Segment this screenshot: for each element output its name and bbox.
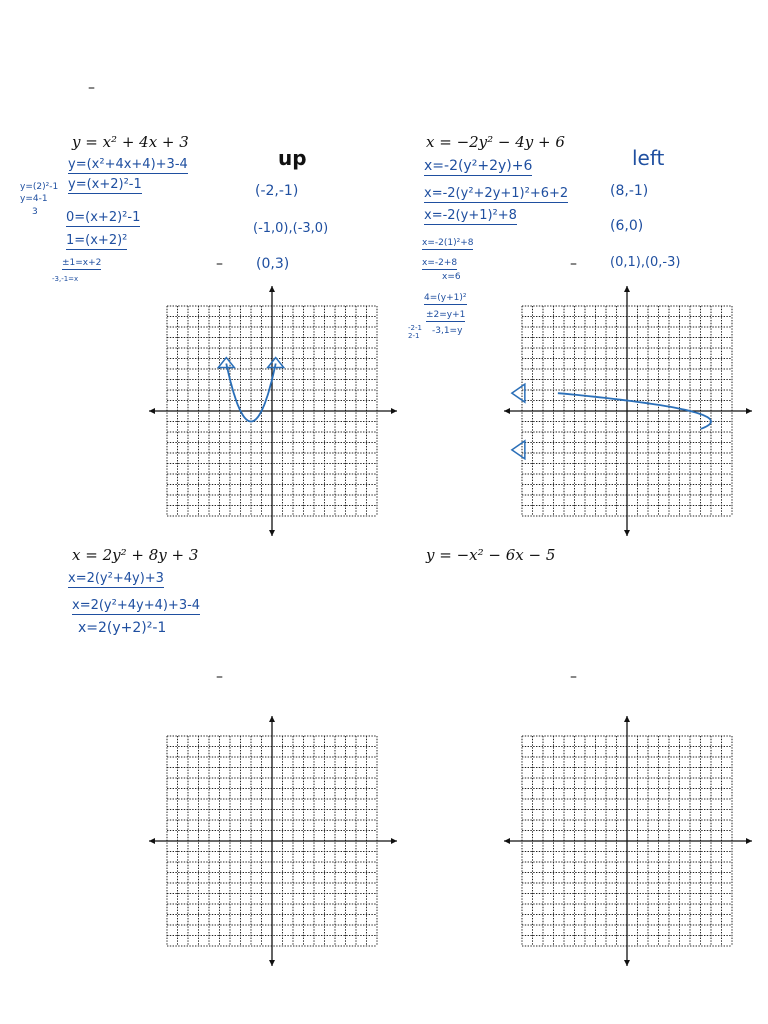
- y-axis-arrow-down: [269, 530, 275, 536]
- problem-1-step-3: 0=(x+2)²-1: [66, 210, 141, 225]
- problem-3-step-1: x=2(y²+4y)+3: [68, 571, 164, 586]
- y-axis-arrow-up: [624, 286, 630, 292]
- problem-2-step-8: ±2=y+1: [426, 310, 466, 320]
- x-axis-arrow-right: [391, 408, 397, 414]
- y-axis-arrow-up: [624, 716, 630, 722]
- problem-2-side-note-2: 2-1: [408, 332, 420, 340]
- problem-2-side-note-1: -2-1: [408, 324, 422, 332]
- y-axis-arrow-down: [624, 530, 630, 536]
- problem-3-step-2: x=2(y²+4y+4)+3-4: [72, 598, 201, 613]
- x-axis-arrow-left: [504, 838, 510, 844]
- x-axis-arrow-left: [504, 408, 510, 414]
- x-axis-arrow-right: [746, 838, 752, 844]
- problem-2-equation: x = −2y² − 4y + 6: [426, 133, 565, 151]
- problem-2-y-intercepts: (0,1),(0,-3): [610, 255, 681, 270]
- problem-1-vertex: (-2,-1): [255, 183, 299, 199]
- problem-1-step-2: y=(x+2)²-1: [68, 177, 142, 192]
- problem-4-graph: [500, 710, 760, 980]
- stray-dash: –: [88, 80, 95, 96]
- problem-3-step-3: x=2(y+2)²-1: [78, 620, 167, 636]
- x-axis-arrow-right: [391, 838, 397, 844]
- problem-1-side-note-2: y=4-1: [20, 194, 48, 204]
- problem-3-graph: [145, 710, 405, 980]
- problem-4-dash: –: [570, 669, 577, 685]
- problem-2-step-2: x=-2(y²+2y+1)²+6+2: [424, 186, 569, 201]
- problem-4-equation: y = −x² − 6x − 5: [426, 546, 556, 564]
- problem-1-y-intercept: (0,3): [256, 256, 290, 272]
- problem-2-step-3: x=-2(y+1)²+8: [424, 208, 517, 223]
- problem-2-x-intercept: (6,0): [610, 218, 644, 234]
- problem-1-graph: [145, 280, 405, 550]
- problem-2-dash: –: [570, 256, 577, 272]
- x-axis-arrow-left: [149, 838, 155, 844]
- problem-2-step-6: x=6: [442, 272, 461, 282]
- problem-2-step-1: x=-2(y²+2y)+6: [424, 158, 533, 174]
- problem-2-step-9: -3,1=y: [432, 326, 463, 336]
- y-axis-arrow-up: [269, 286, 275, 292]
- x-axis-arrow-left: [149, 408, 155, 414]
- x-axis-arrow-right: [746, 408, 752, 414]
- problem-1-dash: –: [216, 256, 223, 272]
- y-axis-arrow-up: [269, 716, 275, 722]
- problem-1-step-5: ±1=x+2: [62, 258, 102, 268]
- y-axis-arrow-down: [624, 960, 630, 966]
- problem-1-side-note-3: 3: [32, 207, 38, 217]
- problem-2-direction: left: [632, 146, 665, 170]
- curve-arrow-top: [512, 384, 525, 402]
- problem-2-step-5: x=-2+8: [422, 258, 458, 268]
- problem-1-equation: y = x² + 4x + 3: [72, 133, 189, 151]
- curve-arrow-bottom: [512, 441, 525, 459]
- problem-1-step-4: 1=(x+2)²: [66, 233, 128, 248]
- y-axis-arrow-down: [269, 960, 275, 966]
- problem-1-step-6: -3,-1=x: [52, 275, 79, 283]
- problem-3-equation: x = 2y² + 8y + 3: [72, 546, 199, 564]
- problem-1-direction: up: [278, 146, 307, 170]
- problem-2-step-4: x=-2(1)²+8: [422, 238, 474, 248]
- problem-1-side-note-1: y=(2)²-1: [20, 182, 59, 192]
- problem-2-step-7: 4=(y+1)²: [424, 293, 467, 303]
- problem-2-graph: [500, 280, 760, 550]
- problem-1-x-intercepts: (-1,0),(-3,0): [253, 221, 329, 236]
- problem-2-vertex: (8,-1): [610, 183, 649, 199]
- problem-1-step-1: y=(x²+4x+4)+3-4: [68, 157, 188, 172]
- problem-3-dash: –: [216, 669, 223, 685]
